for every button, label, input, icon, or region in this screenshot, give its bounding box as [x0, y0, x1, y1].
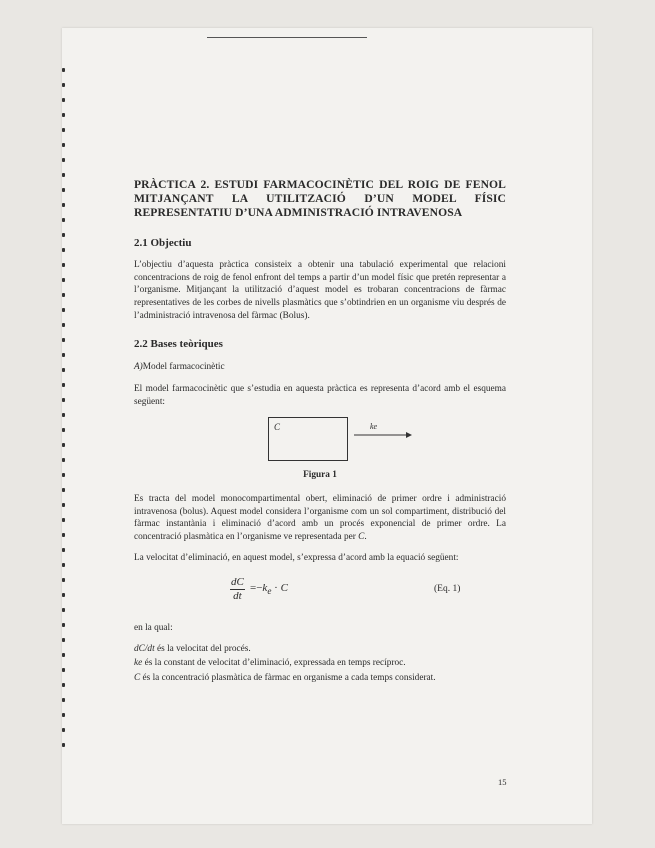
- binding-hole: [62, 518, 65, 522]
- definition-text: és la concentració plasmàtica de fàrmac en organisme a cada temps considerat.: [140, 672, 436, 683]
- binding-hole: [62, 218, 65, 222]
- binding-hole: [62, 653, 65, 657]
- equation-fraction: [230, 576, 245, 603]
- where-label: en la qual:: [134, 623, 173, 634]
- equation-equals: =−: [250, 582, 263, 595]
- binding-hole: [62, 68, 65, 72]
- binding-hole: [62, 488, 65, 492]
- binding-hole: [62, 563, 65, 567]
- definition-item: [134, 657, 506, 670]
- binding-hole: [62, 743, 65, 747]
- binding-hole: [62, 473, 65, 477]
- binding-hole: [62, 203, 65, 207]
- binding-hole: [62, 623, 65, 627]
- binding-hole: [62, 173, 65, 177]
- equation-k: k: [262, 582, 268, 595]
- equation-number: (Eq. 1): [434, 584, 461, 595]
- binding-hole: [62, 398, 65, 402]
- page-number: 15: [498, 777, 507, 787]
- binding-hole: [62, 83, 65, 87]
- binding-hole: [62, 533, 65, 537]
- section-objectiu-paragraph: L’objectiu d’aquesta pràctica consisteix a obtenir una tabulació experimental que relacioni concentracions de roig de fenol enfront del temps a partir d’un model físic que pretén representar a l’organisme. Mitjançant la utilització d’aquest model es trobaran concentracions de fàrmac representatives de les corbes de nivells plasmàtics que s’obtindrien en un organisme viu després de l’administració intravenosa del fàrmac (Bolus).: [134, 260, 506, 321]
- binding-holes: [62, 68, 72, 768]
- binding-hole: [62, 158, 65, 162]
- binding-hole: [62, 503, 65, 507]
- model-description-text: Es tracta del model monocompartimental obert, eliminació de primer ordre i administració intravenosa (bolus). Aquest model considera l’organisme com un sol compartiment, distribució del fàrmac instantània i eliminació d’acord amb un procés exponencial de primer ordre. La concentració plasmàtica en l’organisme ve representada per: [134, 494, 506, 542]
- binding-hole: [62, 638, 65, 642]
- binding-hole: [62, 593, 65, 597]
- elimination-arrow: [354, 425, 414, 445]
- definition-term: ke: [134, 658, 143, 669]
- binding-hole: [62, 458, 65, 462]
- binding-hole: [62, 113, 65, 117]
- definition-term: dC/dt: [134, 643, 155, 654]
- equation-c: C: [280, 582, 288, 595]
- binding-hole: [62, 713, 65, 717]
- binding-hole: [62, 308, 65, 312]
- binding-hole: [62, 728, 65, 732]
- binding-hole: [62, 353, 65, 357]
- top-rule: [207, 37, 367, 38]
- document-page: [62, 28, 592, 824]
- definition-text: és la velocitat del procés.: [154, 643, 251, 654]
- binding-hole: [62, 548, 65, 552]
- page-title: PRÀCTICA 2. ESTUDI FARMACOCINÈTIC DEL ROIG DE FENOL MITJANÇANT LA UTILITZACIÓ D’UN MODEL FÍSIC REPRESENTATIU D’UNA ADMINISTRACIÓ INTRAVENOSA: [134, 178, 506, 220]
- equation-dot: ·: [274, 582, 278, 595]
- definition-item: [134, 643, 506, 656]
- binding-hole: [62, 698, 65, 702]
- binding-hole: [62, 413, 65, 417]
- definition-text: és la constant de velocitat d’eliminació, expressada en temps recíproc.: [142, 658, 406, 669]
- binding-hole: [62, 293, 65, 297]
- definition-item: [134, 672, 506, 685]
- equation-k-sub: e: [267, 586, 272, 597]
- binding-hole: [62, 98, 65, 102]
- binding-hole: [62, 233, 65, 237]
- definitions-list: [134, 643, 506, 685]
- equation-rhs: [250, 582, 288, 598]
- binding-hole: [62, 188, 65, 192]
- page-content: [134, 178, 506, 686]
- binding-hole: [62, 128, 65, 132]
- binding-hole: [62, 248, 65, 252]
- binding-hole: [62, 143, 65, 147]
- binding-hole: [62, 428, 65, 432]
- binding-hole: [62, 683, 65, 687]
- compartment-box: [268, 417, 348, 461]
- binding-hole: [62, 608, 65, 612]
- model-intro: El model farmacocinètic que s’estudia en aquesta pràctica es representa d’acord amb el esquema següent:: [134, 384, 506, 407]
- equation-numerator: dC: [231, 576, 244, 589]
- binding-hole: [62, 383, 65, 387]
- subsection-letter: A): [134, 361, 143, 372]
- binding-hole: [62, 278, 65, 282]
- figure-caption: Figura 1: [303, 469, 337, 480]
- binding-hole: [62, 323, 65, 327]
- binding-hole: [62, 368, 65, 372]
- equation-denominator: dt: [233, 590, 242, 603]
- definition-term: C: [134, 672, 141, 683]
- section-bases-title: 2.2 Bases teòriques: [134, 338, 223, 351]
- binding-hole: [62, 668, 65, 672]
- section-objectiu-title: 2.1 Objectiu: [134, 236, 192, 249]
- equation-1: [134, 572, 506, 612]
- ke-label: ke: [370, 421, 378, 431]
- model-description-var: C: [358, 531, 365, 542]
- model-description: [134, 493, 506, 543]
- subsection-text: Model farmacocinètic: [142, 361, 225, 372]
- subsection-title: [134, 361, 506, 374]
- figure-1-diagram: [134, 417, 506, 465]
- binding-hole: [62, 578, 65, 582]
- compartment-label: C: [274, 421, 281, 432]
- binding-hole: [62, 338, 65, 342]
- binding-hole: [62, 443, 65, 447]
- model-description-end: .: [364, 531, 367, 542]
- binding-hole: [62, 263, 65, 267]
- elimination-rate-intro: La velocitat d’eliminació, en aquest model, s’expressa d’acord amb la equació següent:: [134, 552, 459, 563]
